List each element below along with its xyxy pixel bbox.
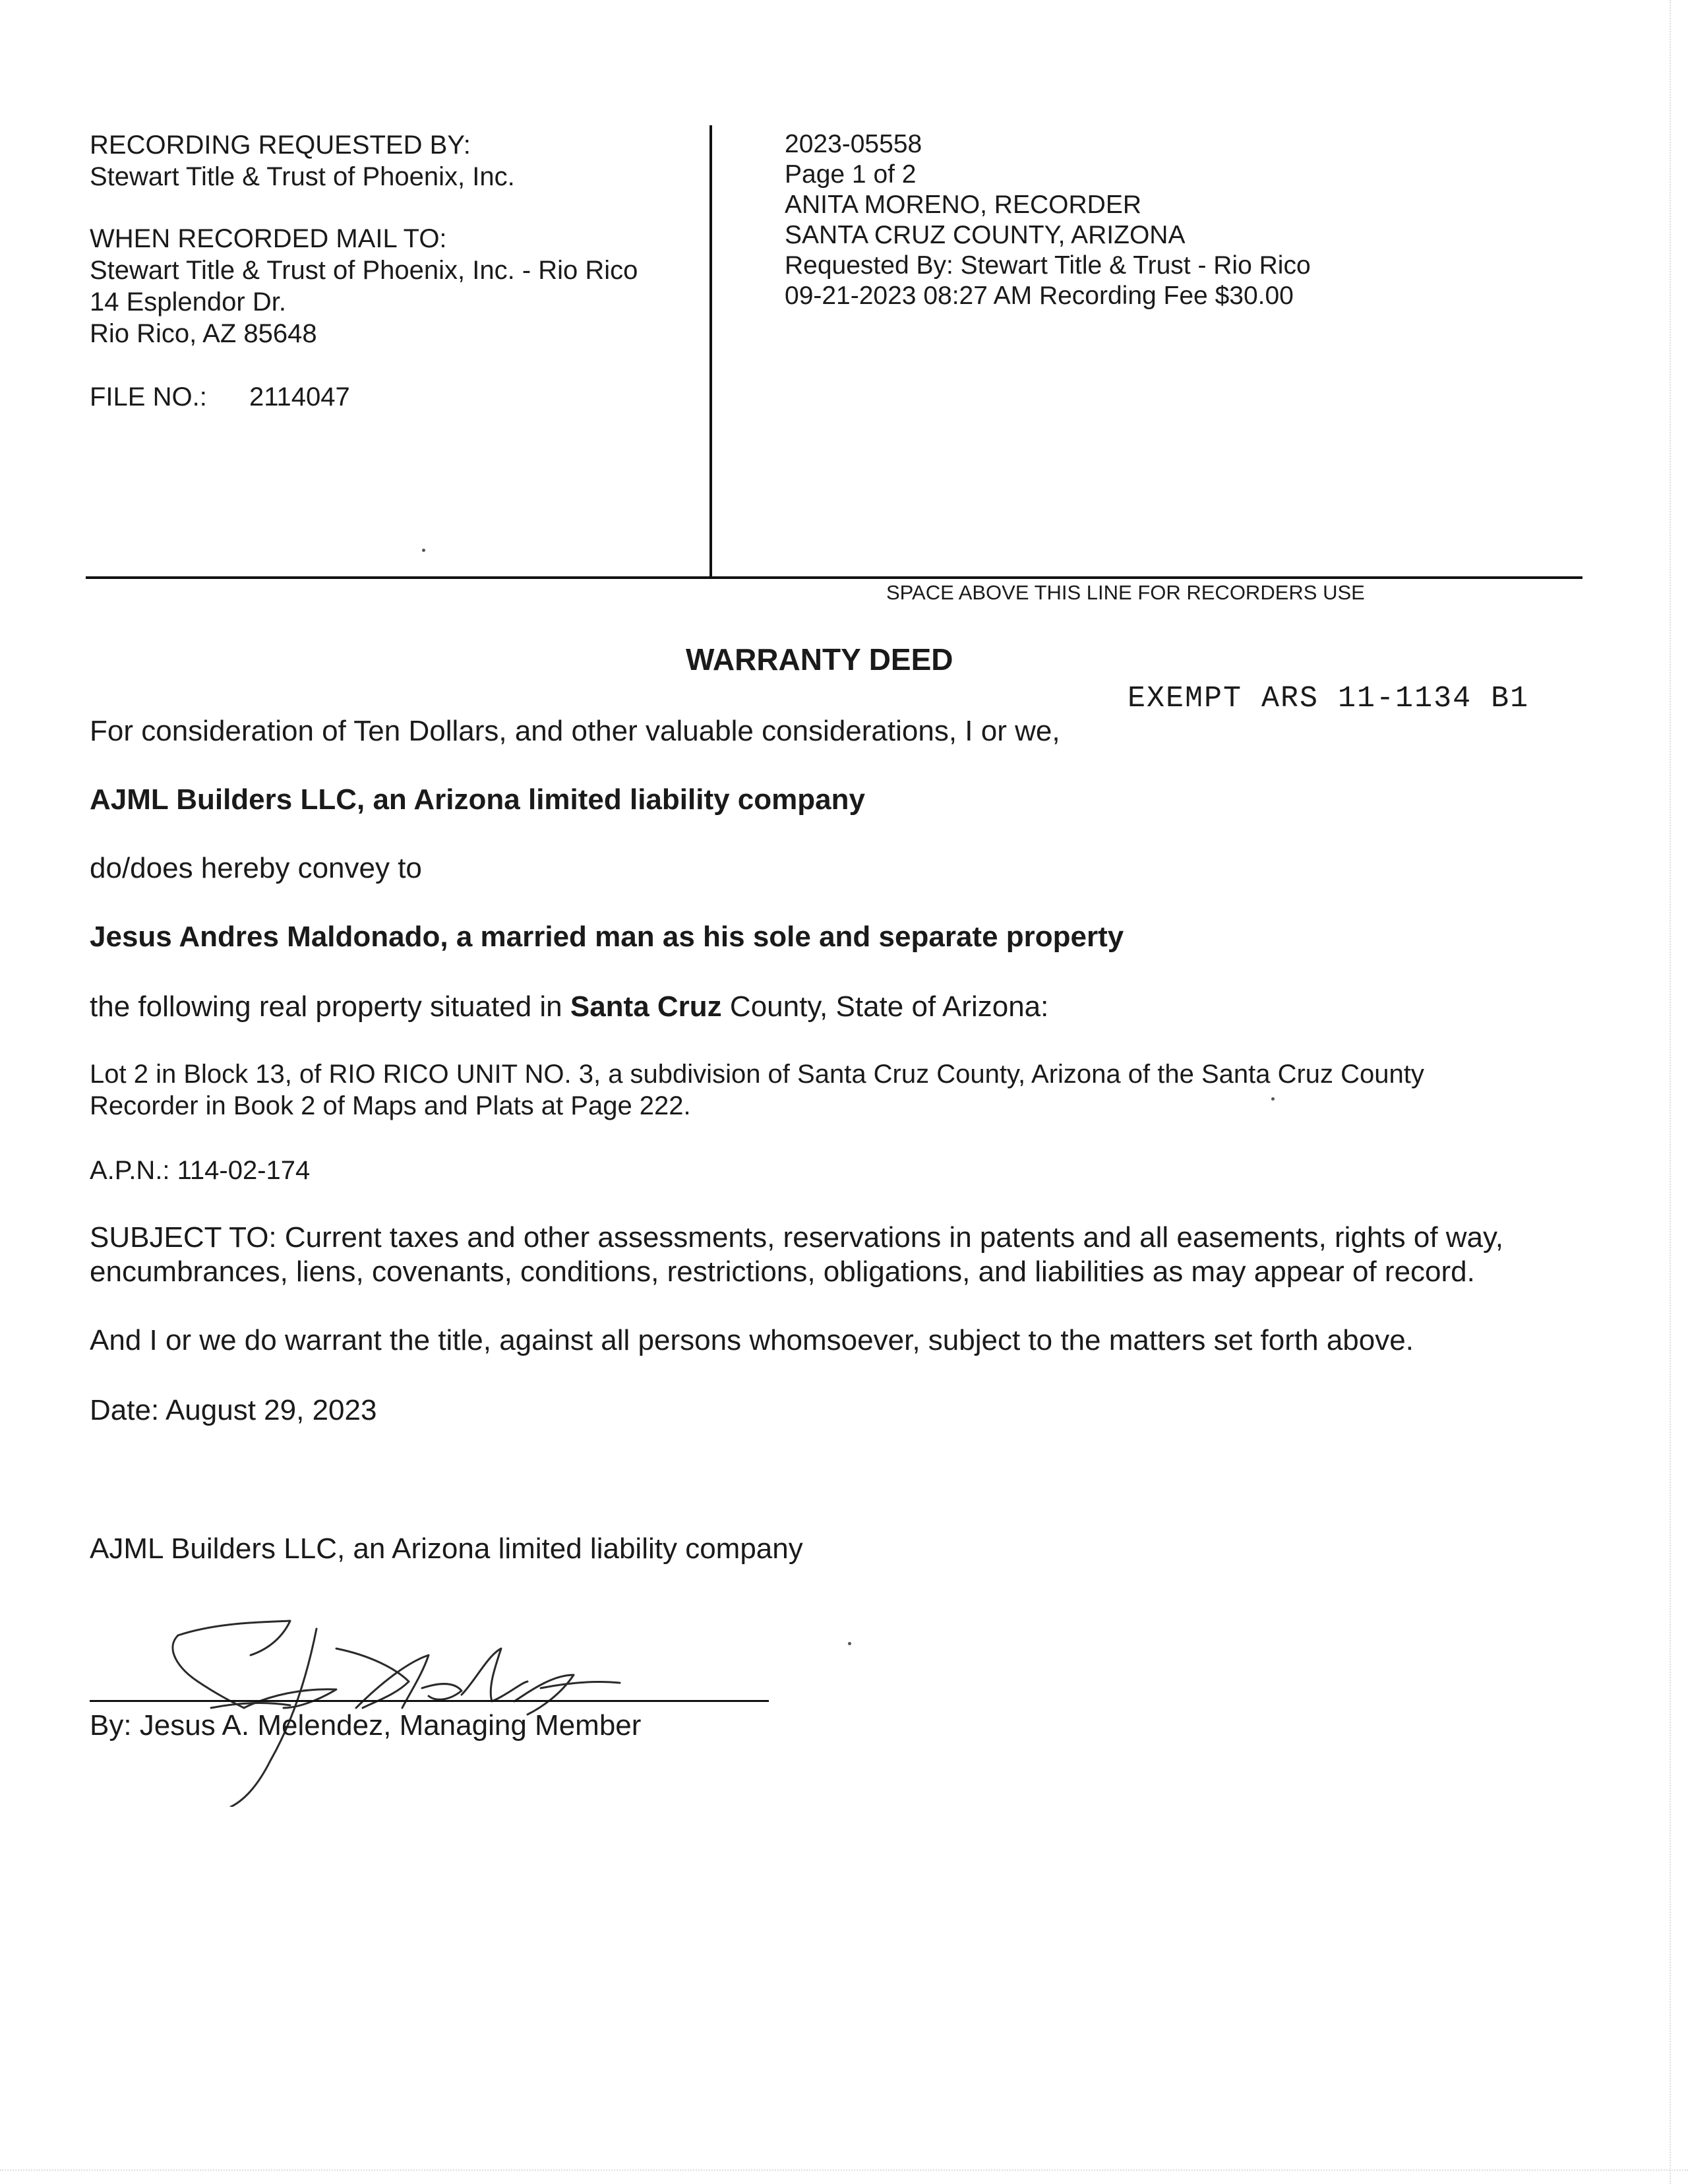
property-intro-county: Santa Cruz [570, 990, 722, 1023]
exempt-stamp: EXEMPT ARS 11-1134 B1 [1128, 682, 1530, 715]
page-count: Page 1 of 2 [785, 160, 917, 189]
scan-speck [422, 549, 425, 552]
recorders-note: SPACE ABOVE THIS LINE FOR RECORDERS USE [886, 581, 1365, 604]
property-intro [90, 989, 1048, 1025]
document-title: WARRANTY DEED [686, 642, 953, 677]
signature-line [90, 1700, 769, 1702]
legal-description-line-1: Lot 2 in Block 13, of RIO RICO UNIT NO. 3, a subdivision of Santa Cruz County, Arizona of the Santa Cruz County [90, 1060, 1424, 1089]
subject-to-line-2: encumbrances, liens, covenants, conditions, restrictions, obligations, and liabilities as may appear of record. [90, 1256, 1475, 1288]
apn: A.P.N.: 114-02-174 [90, 1156, 311, 1185]
scan-speck [1271, 1097, 1275, 1101]
property-intro-post: County, State of Arizona: [721, 990, 1049, 1023]
mail-to-line-2: 14 Esplendor Dr. [90, 288, 286, 317]
recorder-name: ANITA MORENO, RECORDER [785, 191, 1141, 219]
scan-speck [848, 1642, 851, 1645]
grantor: AJML Builders LLC, an Arizona limited liability company [90, 783, 865, 816]
deed-date: Date: August 29, 2023 [90, 1394, 377, 1426]
signatory: By: Jesus A. Melendez, Managing Member [90, 1709, 642, 1742]
document-number: 2023-05558 [785, 130, 922, 158]
file-no-label: FILE NO.: [90, 382, 207, 411]
legal-description-line-2: Recorder in Book 2 of Maps and Plats at Page 222. [90, 1091, 691, 1120]
requested-by: Requested By: Stewart Title & Trust - Rio Rico [785, 251, 1311, 280]
recorded-at: 09-21-2023 08:27 AM Recording Fee $30.00 [785, 282, 1294, 310]
scan-edge [1670, 0, 1688, 2184]
warranty-clause: And I or we do warrant the title, against all persons whomsoever, subject to the matters set forth above. [90, 1324, 1414, 1356]
grantee: Jesus Andres Maldonado, a married man as his sole and separate property [90, 921, 1124, 953]
header-divider [709, 125, 712, 579]
recorders-line [86, 576, 1582, 579]
signature-company: AJML Builders LLC, an Arizona limited liability company [90, 1532, 803, 1565]
recording-requested-label: RECORDING REQUESTED BY: [90, 131, 471, 160]
mail-to-line-1: Stewart Title & Trust of Phoenix, Inc. - Rio Rico [90, 256, 638, 285]
convey-clause: do/does hereby convey to [90, 852, 422, 884]
subject-to-line-1: SUBJECT TO: Current taxes and other assessments, reservations in patents and all easements, rights of way, [90, 1221, 1503, 1254]
recording-requested-value: Stewart Title & Trust of Phoenix, Inc. [90, 162, 515, 191]
property-intro-pre: the following real property situated in [90, 990, 570, 1023]
mail-to-line-3: Rio Rico, AZ 85648 [90, 319, 317, 348]
consideration-clause: For consideration of Ten Dollars, and other valuable considerations, I or we, [90, 715, 1060, 747]
mail-to-label: WHEN RECORDED MAIL TO: [90, 224, 447, 253]
recorder-county: SANTA CRUZ COUNTY, ARIZONA [785, 221, 1186, 249]
file-no-value: 2114047 [249, 382, 350, 411]
scan-bottom-edge [0, 2169, 1688, 2172]
